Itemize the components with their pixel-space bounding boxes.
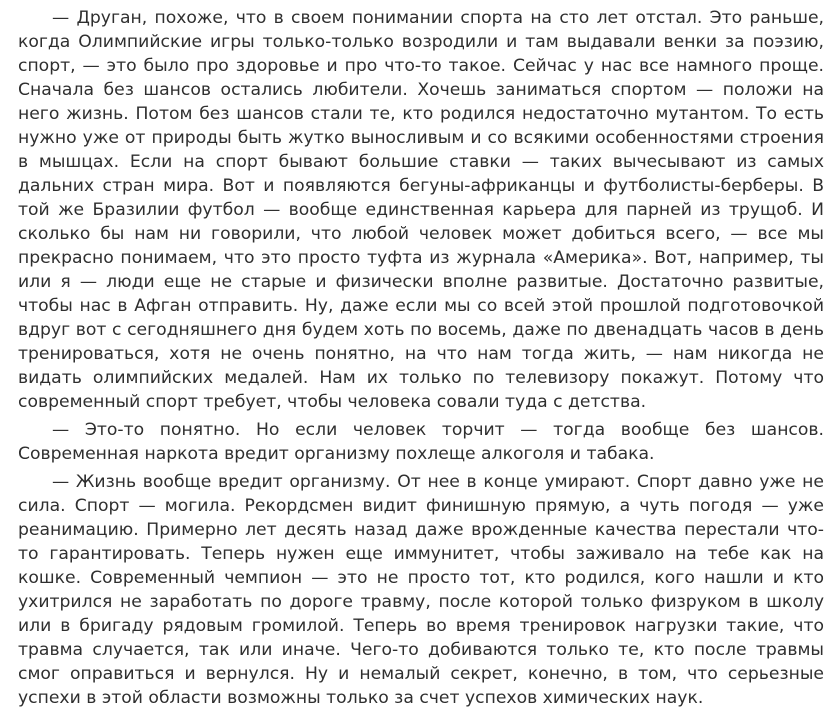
paragraph-2: — Это-то понятно. Но если человек торчит — тогда вообще без шансов. Современная наркота вредит организму похлеще алкоголя и табака. [18, 420, 824, 464]
paragraph-3: — Жизнь вообще вредит организму. От нее в конце умирают. Спорт давно уже не сила. Спорт — могила. Рекордсмен видит финишную прямую, а чуть погодя — уже реанимацию. Примерно лет десять назад даже врожденные качества перестали что-то гарантировать. Теперь нужен еще иммунитет, чтобы заживало на тебе как на кошке. Современный чемпион — это не просто тот, кто родился, кого нашли и кто ухитрился не заработать по дороге травму, после которой только физруком в школу или в бригаду рядовым громилой. Теперь во время тренировок нагрузки такие, что травма случается, так или иначе. Чего-то добиваются только те, кто после травмы смог оправиться и вернулся. Ну и немалый секрет, конечно, в том, что серьезные успехи в этой области возможны только за счет успехов химических наук. [18, 472, 824, 708]
paragraph-1: — Друган, похоже, что в своем понимании спорта на сто лет отстал. Это раньше, когда Олимпийские игры только-только возродили и там выдавали венки за поэзию, спорт, — это было про здоровье и про что-то такое. Сейчас у нас все намного проще. Сначала без шансов остались любители. Хочешь заниматься спортом — положи на него жизнь. Потом без шансов стали те, кто родился недостаточно мутантом. То есть нужно уже от природы быть жутко выносливым и со всякими особенностями строения в мышцах. Если на спорт бывают большие ставки — таких вычесывают из самых дальних стран мира. Вот и появляются бегуны-африканцы и футболисты-берберы. В той же Бразилии футбол — вообще единственная карьера для парней из трущоб. И сколько бы нам ни говорили, что любой человек может добиться всего, — все мы прекрасно понимаем, что это просто туфта из журнала «Америка». Вот, например, ты или я — люди еще не старые и физически вполне развитые. Достаточно развитые, чтобы нас в Афган отправить. Ну, даже если мы со всей этой прошлой подготовочкой вдруг вот с сегодняшнего дня будем хоть по восемь, даже по двенадцать часов в день тренироваться, хотя не очень понятно, на что нам тогда жить, — нам никогда не видать олимпийских медалей. Нам их только по телевизору покажут. Потому что современный спорт требует, чтобы человека совали туда с детства. [18, 8, 824, 412]
